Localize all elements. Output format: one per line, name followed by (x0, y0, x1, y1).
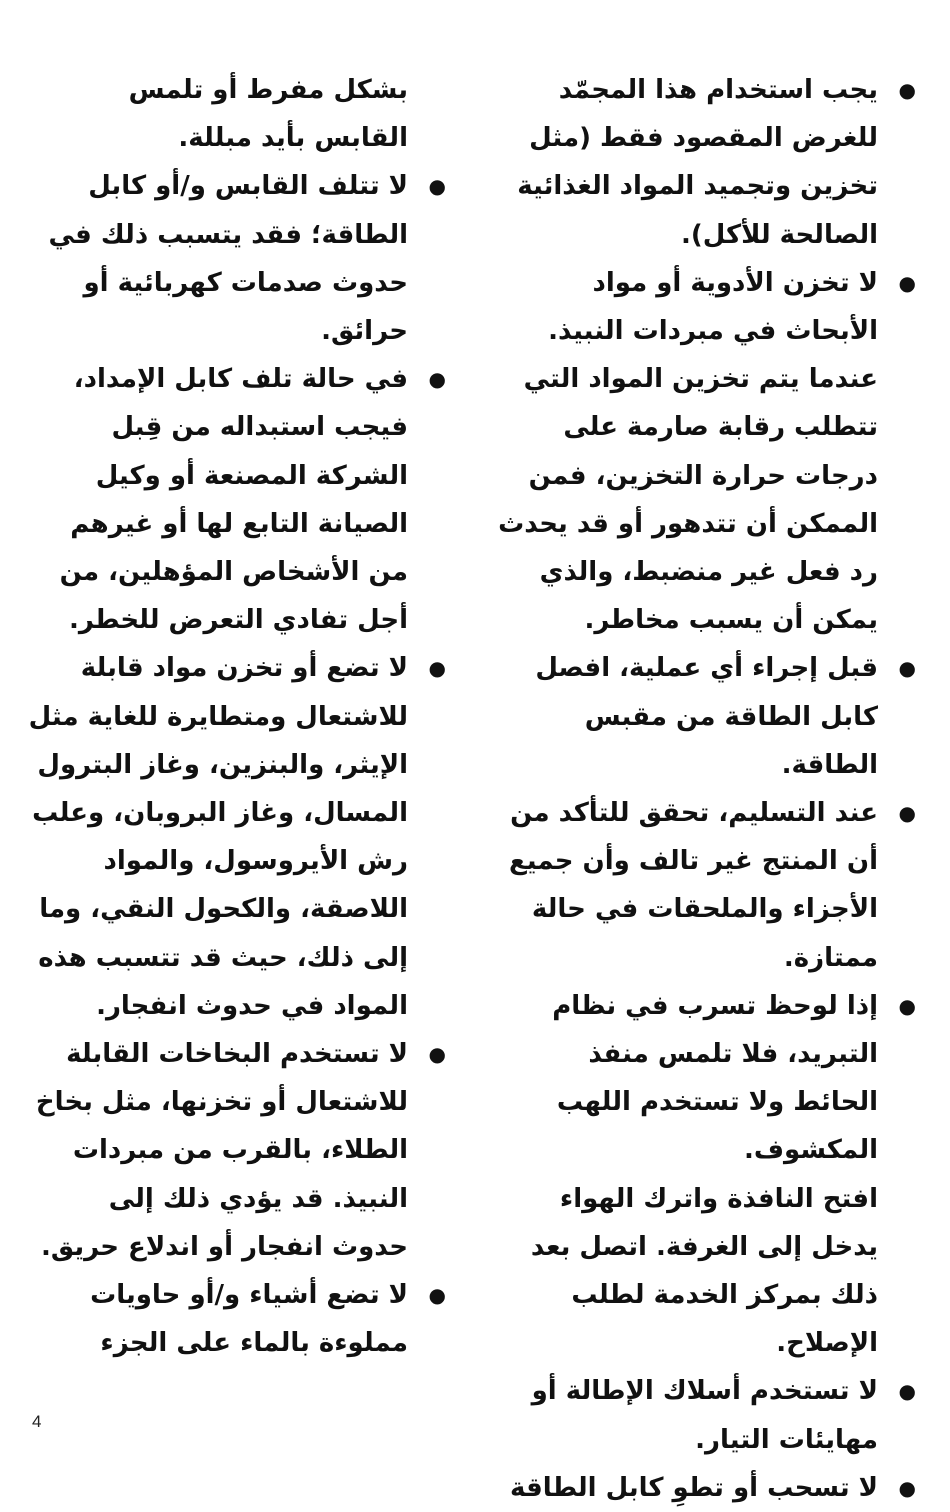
instruction-item: ● لا تخزن الأدوية أو مواد الأبحاث في مبردات النبيذ. (498, 259, 878, 355)
instruction-item: ● في حالة تلف كابل الإمداد، فيجب استبداله من قِبل الشركة المصنعة أو وكيل الصيانة التابع لها أو غيرهم من الأشخاص المؤهلين، من أجل تفادي التعرض للخطر. (28, 355, 408, 644)
instruction-item: ● قبل إجراء أي عملية، افصل كابل الطاقة من مقبس الطاقة. (498, 644, 878, 789)
instruction-item: ● لا تضع أو تخزن مواد قابلة للاشتعال ومتطايرة للغاية مثل الإيثر، والبنزين، وغاز البترول المسال، وغاز البروبان، وعلب رش الأيروسول، والمواد اللاصقة، والكحول النقي، وما إلى ذلك، حيث قد تتسبب هذه المواد في حدوث انفجار. (28, 644, 408, 1030)
right-column (498, 66, 878, 1512)
instruction-continuation: افتح النافذة واترك الهواء يدخل إلى الغرفة. اتصل بعد ذلك بمركز الخدمة لطلب الإصلاح. (530, 1183, 878, 1359)
instruction-continuation: عندما يتم تخزين المواد التي تتطلب رقابة صارمة على درجات حرارة التخزين، فمن الممكن أن تتدهور أو قد يحدث رد فعل غير منضبط، والذي يمكن أن يسبب مخاطر. (498, 364, 878, 636)
instruction-item: ● لا تتلف القابس و/أو كابل الطاقة؛ فقد يتسبب ذلك في حدوث صدمات كهربائية أو حرائق. (28, 162, 408, 355)
instruction-item: ● لا تستخدم أسلاك الإطالة أو مهايئات التيار. (498, 1367, 878, 1463)
left-column (28, 66, 408, 1367)
page-number: 4 (32, 1412, 42, 1431)
instruction-item: ● إذا لوحظ تسرب في نظام التبريد، فلا تلمس منفذ الحائط ولا تستخدم اللهب المكشوف. (498, 982, 878, 1175)
instruction-continuation: بشكل مفرط أو تلمس القابس بأيد مبللة. (128, 75, 408, 154)
instruction-item: ● لا تضع أشياء و/أو حاويات مملوءة بالماء على الجزء (28, 1271, 408, 1367)
instruction-item: ● عند التسليم، تحقق للتأكد من أن المنتج غير تالف وأن جميع الأجزاء والملحقات في حالة ممتازة. (498, 789, 878, 982)
instruction-item: ● لا تستخدم البخاخات القابلة للاشتعال أو تخزنها، مثل بخاخ الطلاء، بالقرب من مبردات النبيذ. قد يؤدي ذلك إلى حدوث انفجار أو اندلاع حريق. (28, 1030, 408, 1271)
instruction-item: ● لا تسحب أو تطوِ كابل الطاقة (498, 1464, 878, 1512)
instruction-item: ● يجب استخدام هذا المجمّد للغرض المقصود فقط (مثل تخزين وتجميد المواد الغذائية الصالحة للأكل). (498, 66, 878, 259)
